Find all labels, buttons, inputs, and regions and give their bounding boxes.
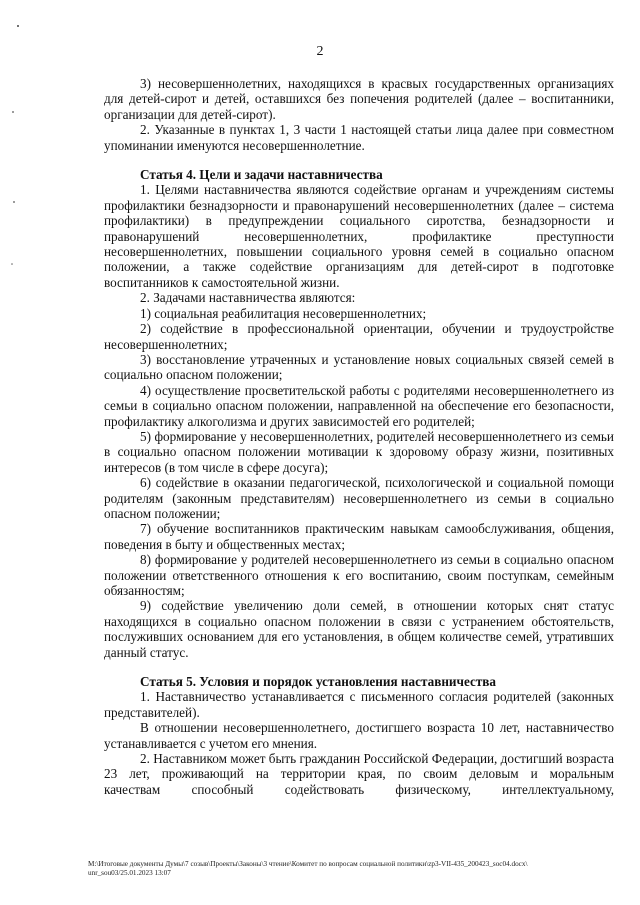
paragraph: 2. Задачами наставничества являются:	[140, 290, 356, 306]
footer-stamp: unr_sou03/25.01.2023 13:07	[88, 869, 171, 877]
list-item: 9) содействие увеличению доли семей, в отношении которых снят статус находящихся в социально опасном положении в связи с устранением обстоятельств, послуживших основанием для его установления, в общем количестве семей, утративших данный статус.	[104, 598, 614, 660]
paragraph: 3) несовершеннолетних, находящихся в красвых государственных организациях для детей-сирот и детей, оставшихся без попечения родителей (далее – воспитанники, организации для детей-сирот).	[104, 76, 614, 122]
paragraph-last-line: качествам способный содействовать физическому, интеллектуальному,	[104, 781, 615, 797]
list-item: 1) социальная реабилитация несовершеннолетних;	[140, 305, 427, 321]
page-number: 2	[316, 44, 324, 59]
list-item: 8) формирование у родителей несовершеннолетнего из семьи в социально опасном положении ответственного отношения к его воспитанию, своим поступкам, семейным обязанностям;	[104, 552, 614, 598]
paragraph: 1. Наставничество устанавливается с письменного согласия родителей (законных представителей).	[104, 689, 614, 720]
file-path-footer	[88, 860, 618, 878]
list-item: 4) осуществление просветительской работы с родителями несовершеннолетнего из семьи в социально опасном положении, направленной на обеспечение его безопасности, профилактику алкоголизма и других зависимостей его родителей;	[104, 382, 614, 429]
list-item: 6) содействие в оказании педагогической, психологической и социальной помощи родителям (законным представителям) несовершеннолетнего из семьи в социально опасном положении;	[104, 475, 614, 521]
footer-path: М:\Итоговые документы Думы\7 созыв\Проекты\Законы\3 чтение\Комитет по вопросам социальной политики\zp3-VII-435_200423_soc04.docx\	[88, 860, 528, 868]
list-item: 3) восстановление утраченных и установление новых социальных связей семей в социально опасном положении;	[104, 351, 614, 383]
paragraph: В отношении несовершеннолетнего, достигшего возраста 10 лет, наставничество устанавливается с учетом его мнения.	[104, 720, 614, 751]
paragraph: 2. Указанные в пунктах 1, 3 части 1 настоящей статьи лица далее при совместном упоминании именуются несовершеннолетние.	[104, 122, 614, 153]
list-item: 5) формирование у несовершеннолетних, родителей несовершеннолетнего из семьи в социально опасном положении мотивации к здоровому образу жизни, позитивных интересов (в том числе в сфере досуга);	[104, 428, 614, 475]
article-4-heading: Статья 4. Цели и задачи наставничества	[140, 167, 383, 183]
article-5-heading: Статья 5. Условия и порядок установления наставничества	[140, 674, 497, 690]
list-item: 2) содействие в профессиональной ориентации, обучении и трудоустройстве несовершеннолетних;	[104, 321, 614, 352]
paragraph: 2. Наставником может быть гражданин Российской Федерации, достигший возраста 23 лет, проживающий на территории края, по своим деловым и моральным	[104, 751, 614, 782]
document-body	[104, 76, 614, 797]
paragraph: 1. Целями наставничества являются содействие органам и учреждениям системы профилактики безнадзорности и правонарушений несовершеннолетних (далее – система профилактики) в предупреждении социального сиротства, безнадзорности и правонарушений несовершеннолетних, профилактике преступности несовершеннолетних, повышении социального уровня семей в социально опасном положении, а также содействие организациям для детей-сирот в подготовке воспитанников к самостоятельной жизни.	[104, 182, 614, 290]
list-item: 7) обучение воспитанников практическим навыкам самообслуживания, общения, поведения в быту и общественных местах;	[104, 521, 614, 552]
